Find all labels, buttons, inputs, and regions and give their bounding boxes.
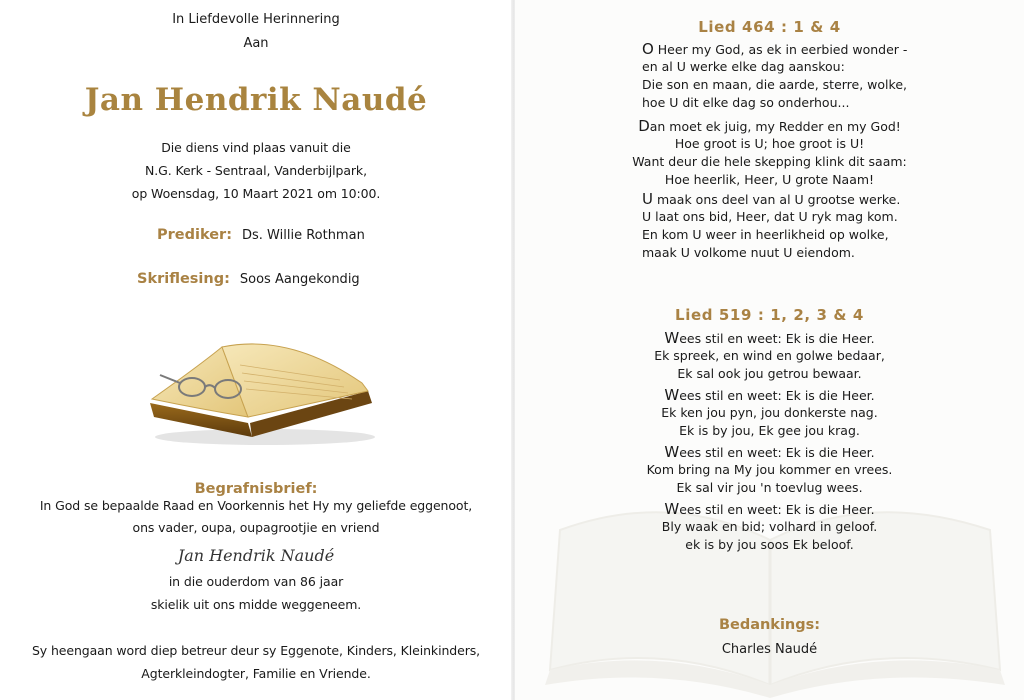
- open-bible-with-glasses-icon: [140, 325, 380, 450]
- burial-title: Begrafnisbrief:: [194, 481, 318, 497]
- hymn1-verse-1: [642, 40, 907, 112]
- burial-line-1: In God se bepaalde Raad en Voorkennis het Hy my geliefde eggenoot,: [39, 498, 473, 513]
- hymn-line: O Heer my God, as ek in eerbied wonder -: [642, 40, 908, 58]
- hymn-line: Dan moet ek juig, my Redder en my God!: [638, 117, 901, 135]
- age-line-2: skielik uit ons midde weggeneem.: [150, 597, 362, 612]
- service-line-3: op Woensdag, 10 Maart 2021 om 10:00.: [131, 186, 381, 201]
- hymn-line: Ek spreek, en wind en golwe bedaar,: [654, 348, 885, 363]
- hymn-line: Hoe heerlik, Heer, U grote Naam!: [664, 172, 875, 187]
- hymn-line: Want deur die hele skepping klink dit saam:: [632, 154, 907, 169]
- hymn1-title: Lied 464 : 1 & 4: [698, 18, 841, 36]
- deceased-name: Jan Hendrik Naudé: [84, 82, 428, 118]
- hymn2-verses: [515, 329, 1024, 554]
- age-line-1: in die ouderdom van 86 jaar: [168, 574, 344, 589]
- hymn-line: ek is by jou soos Ek beloof.: [685, 537, 854, 552]
- hymn-line: Kom bring na My jou kommer en vrees.: [646, 462, 893, 477]
- hymn-line: Ek ken jou pyn, jou donkerste nag.: [661, 405, 878, 420]
- hymn-line: Wees stil en weet: Ek is die Heer.: [664, 443, 875, 461]
- intro-line-2: Aan: [243, 36, 269, 51]
- preacher-label: Prediker:: [157, 227, 232, 243]
- hymn-line: Bly waak en bid; volhard in geloof.: [661, 519, 878, 534]
- hymn-line: Ek is by jou, Ek gee jou krag.: [679, 423, 860, 438]
- signature: Jan Hendrik Naudé: [177, 546, 335, 565]
- thanks-name: Charles Naudé: [721, 642, 818, 657]
- hymn-line: U maak ons deel van al U grootse werke.: [642, 190, 901, 208]
- hymn-line: hoe U dit elke dag so onderhou...: [642, 95, 850, 110]
- hymn-line: en al U werke elke dag aanskou:: [642, 59, 845, 74]
- hymn-line: Wees stil en weet: Ek is die Heer.: [664, 329, 875, 347]
- hymn-line: Wees stil en weet: Ek is die Heer.: [664, 386, 875, 404]
- reading-row: [137, 271, 360, 287]
- burial-line-2: ons vader, oupa, oupagrootjie en vriend: [132, 520, 380, 535]
- hymn-line: Ek sal ook jou getrou bewaar.: [677, 366, 862, 381]
- hymn1-chorus: [515, 117, 1024, 189]
- hymn-line: maak U volkome nuut U eiendom.: [642, 245, 855, 260]
- hymn-line: En kom U weer in heerlikheid op wolke,: [642, 227, 889, 242]
- reading-value: Soos Aangekondig: [239, 272, 360, 287]
- hymn-line: Ek sal vir jou 'n toevlug wees.: [676, 480, 863, 495]
- preacher-row: [157, 227, 365, 243]
- service-line-1: Die diens vind plaas vanuit die: [161, 140, 351, 155]
- hymn2-title: Lied 519 : 1, 2, 3 & 4: [675, 306, 864, 324]
- hymn-line: Wees stil en weet: Ek is die Heer.: [664, 500, 875, 518]
- reading-label: Skriflesing:: [137, 271, 230, 287]
- hymn-line: Die son en maan, die aarde, sterre, wolke,: [642, 77, 907, 92]
- preacher-value: Ds. Willie Rothman: [242, 228, 365, 243]
- mourn-line-1: Sy heengaan word diep betreur deur sy Eggenote, Kinders, Kleinkinders,: [31, 643, 481, 658]
- hymn-line: U laat ons bid, Heer, dat U ryk mag kom.: [642, 209, 898, 224]
- thanks-title: Bedankings:: [718, 617, 821, 633]
- hymn1-verse-4: [642, 190, 900, 262]
- service-line-2: N.G. Kerk - Sentraal, Vanderbijlpark,: [145, 163, 367, 178]
- hymn-line: Hoe groot is U; hoe groot is U!: [674, 136, 865, 151]
- mourn-line-2: Agterkleindogter, Familie en Vriende.: [141, 666, 371, 681]
- intro-line-1: In Liefdevolle Herinnering: [172, 12, 340, 27]
